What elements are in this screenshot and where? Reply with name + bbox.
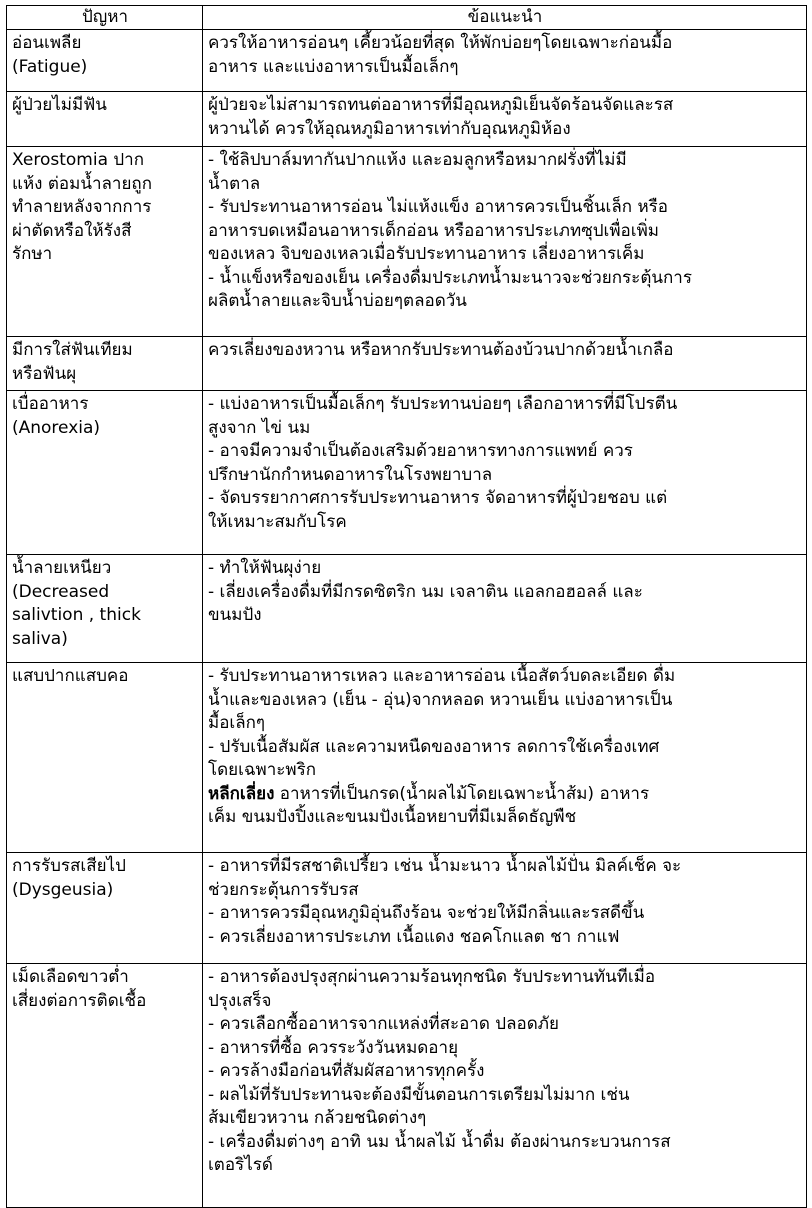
advice-line: หวานได้ ควรให้อุณหภูมิอาหารเท่ากับอุณหภูมิห้อง bbox=[208, 118, 571, 139]
problem-line: เสี่ยงต่อการติดเชื้อ bbox=[12, 990, 147, 1011]
problem-line: อ่อนเพลีย bbox=[12, 33, 82, 53]
problem-cell bbox=[7, 391, 203, 555]
advice-line: ส้มเขียวหวาน กล้วยชนิดต่างๆ bbox=[208, 1108, 427, 1128]
problem-line: (Dysgeusia) bbox=[12, 879, 114, 900]
problem-line: (Fatigue) bbox=[12, 56, 88, 77]
problem-line: ผ่าตัดหรือให้รังสี bbox=[12, 220, 132, 241]
table-row bbox=[7, 964, 807, 1208]
advice-line: - ควรเลี่ยงอาหารประเภท เนื้อแดง ชอคโกแลต ชา กาแฟ bbox=[208, 926, 620, 947]
table-row bbox=[7, 853, 807, 964]
advice-line: ปรุงเสร็จ bbox=[208, 990, 272, 1011]
advice-line: - ควรเลือกซื้ออาหารจากแหล่งที่สะอาด ปลอดภัย bbox=[208, 1014, 559, 1034]
advice-line: - ทำให้ฟันผุง่าย bbox=[208, 558, 322, 578]
advice-line: - อาหารควรมีอุณหภูมิอุ่นถึงร้อน จะช่วยให้มีกลิ่นและรสดีขึ้น bbox=[208, 903, 645, 923]
problem-cell bbox=[7, 147, 203, 337]
advice-cell bbox=[203, 964, 807, 1208]
problem-line: เบื่ออาหาร bbox=[12, 394, 89, 414]
header-advice: ข้อแนะนำ bbox=[203, 6, 807, 30]
problem-cell bbox=[7, 663, 203, 853]
problem-cell bbox=[7, 964, 203, 1208]
advice-line: - แบ่งอาหารเป็นมื้อเล็กๆ รับประทานบ่อยๆ เลือกอาหารที่มีโปรตีน bbox=[208, 394, 678, 414]
problem-line: แสบปากแสบคอ bbox=[12, 666, 129, 686]
advice-line: - ควรล้างมือก่อนที่สัมผัสอาหารทุกครั้ง bbox=[208, 1061, 485, 1081]
problem-line: รักษา bbox=[12, 244, 53, 264]
advice-line: ของเหลว จิบของเหลวเมื่อรับประทานอาหาร เลี่ยงอาหารเค็ม bbox=[208, 244, 645, 264]
advice-line: ผลิตน้ำลายและจิบน้ำบ่อยๆตลอดวัน bbox=[208, 291, 467, 311]
advice-line: - อาจมีความจำเป็นต้องเสริมด้วยอาหารทางการแพทย์ ควร bbox=[208, 441, 633, 461]
advice-line: - อาหารที่มีรสชาติเปรี้ยว เช่น น้ำมะนาว น้ำผลไม้ปั่น มิลค์เช็ค จะ bbox=[208, 856, 682, 876]
table-row bbox=[7, 555, 807, 663]
problem-line: ทำลายหลังจากการ bbox=[12, 197, 152, 217]
advice-bold-lead: หลีกเลี่ยง bbox=[208, 783, 275, 804]
table-row bbox=[7, 30, 807, 92]
advice-line: - เครื่องดื่มต่างๆ อาทิ นม น้ำผลไม้ น้ำดื่ม ต้องผ่านกระบวนการส bbox=[208, 1131, 671, 1152]
advice-cell bbox=[203, 391, 807, 555]
advice-cell bbox=[203, 337, 807, 391]
problem-line: การรับรสเสียไป bbox=[12, 856, 126, 876]
advice-line: สูงจาก ไข่ นม bbox=[208, 417, 311, 438]
advice-line: โดยเฉพาะพริก bbox=[208, 760, 317, 780]
advice-cell bbox=[203, 147, 807, 337]
problem-line: เม็ดเลือดขาวต่ำ bbox=[12, 967, 129, 987]
advice-bold-rest: อาหารที่เป็นกรด(น้ำผลไม้โดยเฉพาะน้ำส้ม) อาหาร bbox=[274, 783, 650, 804]
advice-cell bbox=[203, 92, 807, 147]
advice-cell bbox=[203, 853, 807, 964]
problem-line: น้ำลายเหนียว bbox=[12, 558, 112, 578]
advice-line: ให้เหมาะสมกับโรค bbox=[208, 511, 347, 532]
advice-line: - ใช้ลิปบาล์มทากันปากแห้ง และอมลูกหรือหมากฝรั่งที่ไม่มี bbox=[208, 150, 627, 170]
advice-line: - อาหารต้องปรุงสุกผ่านความร้อนทุกชนิด รับประทานทันทีเมื่อ bbox=[208, 967, 656, 987]
advice-line: - รับประทานอาหารอ่อน ไม่แห้งแข็ง อาหารควรเป็นชิ้นเล็ก หรือ bbox=[208, 197, 669, 217]
advice-line bbox=[208, 783, 802, 807]
advice-cell bbox=[203, 663, 807, 853]
advice-line: - ผลไม้ที่รับประทานจะต้องมีขั้นตอนการเตรียมไม่มาก เช่น bbox=[208, 1084, 630, 1105]
advice-line: มื้อเล็กๆ bbox=[208, 713, 266, 733]
problem-line: (Decreased bbox=[12, 581, 110, 602]
problem-line: มีการใส่ฟันเทียม bbox=[12, 340, 133, 360]
problem-line: แห้ง ต่อมน้ำลายถูก bbox=[12, 173, 153, 194]
advice-line: เตอริไรด์ bbox=[208, 1155, 273, 1175]
advice-line: ควรเลี่ยงของหวาน หรือหากรับประทานต้องบ้วนปากด้วยน้ำเกลือ bbox=[208, 340, 674, 360]
header-row bbox=[7, 6, 807, 30]
table-row bbox=[7, 391, 807, 555]
advice-line: - อาหารที่ซื้อ ควรระวังวันหมดอายุ bbox=[208, 1037, 459, 1058]
advice-line: - รับประทานอาหารเหลว และอาหารอ่อน เนื้อสัตว์บดละเอียด ดื่ม bbox=[208, 666, 676, 686]
advice-line: ขนมปัง bbox=[208, 605, 262, 625]
advice-line: ปรึกษานักกำหนดอาหารในโรงพยาบาล bbox=[208, 464, 493, 485]
advice-line: อาหาร และแบ่งอาหารเป็นมื้อเล็กๆ bbox=[208, 56, 459, 77]
problem-line: saliva) bbox=[12, 628, 68, 649]
advice-table bbox=[6, 5, 807, 1208]
problem-cell bbox=[7, 30, 203, 92]
problem-cell bbox=[7, 555, 203, 663]
advice-line: อาหารบดเหมือนอาหารเด็กอ่อน หรืออาหารประเภทซุปเพื่อเพิ่ม bbox=[208, 220, 659, 241]
advice-cell bbox=[203, 555, 807, 663]
problem-line: Xerostomia ปาก bbox=[12, 150, 145, 170]
advice-line: - น้ำแข็งหรือของเย็น เครื่องดื่มประเภทน้ำมะนาวจะช่วยกระตุ้นการ bbox=[208, 267, 692, 288]
header-problem: ปัญหา bbox=[7, 6, 203, 30]
problem-cell bbox=[7, 853, 203, 964]
advice-cell bbox=[203, 30, 807, 92]
advice-line: - จัดบรรยากาศการรับประทานอาหาร จัดอาหารที่ผู้ป่วยชอบ แต่ bbox=[208, 488, 668, 508]
problem-cell bbox=[7, 92, 203, 147]
advice-line: - เลี่ยงเครื่องดื่มที่มีกรดซิตริก นม เจลาติน แอลกอฮอลล์ และ bbox=[208, 581, 643, 602]
advice-line: - ปรับเนื้อสัมผัส และความหนืดของอาหาร ลดการใช้เครื่องเทศ bbox=[208, 736, 660, 757]
problem-line: หรือฟันผุ bbox=[12, 363, 77, 384]
table-row bbox=[7, 147, 807, 337]
advice-line: ช่วยกระตุ้นการรับรส bbox=[208, 879, 359, 900]
advice-line: ผู้ป่วยจะไม่สามารถทนต่ออาหารที่มีอุณหภูมิเย็นจัดร้อนจัดและรส bbox=[208, 95, 674, 115]
table-row bbox=[7, 92, 807, 147]
advice-line: ควรให้อาหารอ่อนๆ เคี้ยวน้อยที่สุด ให้พักบ่อยๆโดยเฉพาะก่อนมื้อ bbox=[208, 33, 673, 53]
problem-cell bbox=[7, 337, 203, 391]
table-row bbox=[7, 663, 807, 853]
problem-line: ผู้ป่วยไม่มีฟัน bbox=[12, 95, 107, 115]
advice-line: น้ำและของเหลว (เย็น - อุ่น)จากหลอด หวานเย็น แบ่งอาหารเป็น bbox=[208, 689, 673, 710]
problem-line: salivtion , thick bbox=[12, 605, 141, 625]
advice-line: น้ำตาล bbox=[208, 173, 261, 194]
table-row bbox=[7, 337, 807, 391]
problem-line: (Anorexia) bbox=[12, 417, 101, 438]
advice-line: เค็ม ขนมปังปิ้งและขนมปังเนื้อหยาบที่มีเมล็ดธัญพืช bbox=[208, 807, 577, 827]
